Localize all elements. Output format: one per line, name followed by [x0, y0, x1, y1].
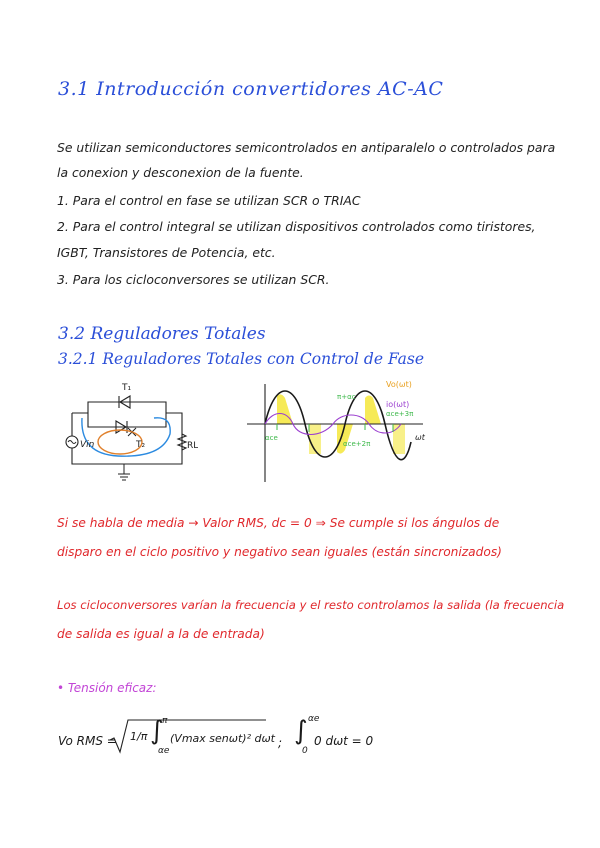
waveform-diagram	[243, 376, 443, 491]
integral-lower: αe	[158, 746, 170, 756]
integral-2-upper: αe	[308, 714, 320, 724]
label-alpha-2pi: αce+2π	[343, 440, 371, 448]
formula-separator: ;	[278, 736, 283, 750]
formula-rms	[58, 712, 378, 762]
circuit-diagram	[58, 378, 198, 483]
list-item-2-cont: IGBT, Transistores de Potencia, etc.	[57, 245, 276, 260]
label-alpha: αce	[265, 434, 278, 442]
label-rl: RL	[187, 441, 198, 451]
note-red-1-cont: disparo en el ciclo positivo y negativo sean iguales (están sincronizados)	[57, 545, 502, 559]
integral-symbol: ∫	[150, 716, 164, 746]
label-t2: T₂	[136, 440, 146, 450]
integrand: (Vmax senωt)² dωt	[170, 732, 275, 745]
formula-coef: 1/π	[130, 730, 148, 743]
subsubsection-title: 3.2.1 Reguladores Totales con Control de Fase	[58, 350, 425, 368]
integral-2-lower: 0	[302, 746, 308, 756]
list-item-3: 3. Para los cicloconversores se utilizan SCR.	[57, 272, 330, 287]
subsection-title: 3.2 Reguladores Totales	[58, 324, 266, 344]
integral-symbol-2: ∫	[294, 716, 308, 746]
list-item-1: 1. Para el control en fase se utilizan SCR o TRIAC	[57, 193, 361, 208]
label-t1: T₁	[122, 383, 132, 393]
note-red-2: Los cicloconversores varían la frecuencia y el resto controlamos la salida (la frecuencia	[57, 598, 565, 612]
axis-label-wt: ωt	[415, 433, 425, 442]
integral-upper: π	[162, 716, 168, 726]
label-pi-alpha: π+αc	[337, 393, 356, 401]
note-red-1: Si se habla de media → Valor RMS, dc = 0 ⇒ Se cumple si los ángulos de	[57, 516, 500, 530]
label-vin: Vin	[80, 440, 95, 450]
bullet-tension-eficaz: • Tensión eficaz:	[57, 681, 157, 695]
paragraph-line: Se utilizan semiconductores semicontrolados en antiparalelo o controlados para	[57, 140, 556, 155]
paragraph-line: la conexion y desconexion de la fuente.	[57, 165, 304, 180]
formula-second: 0 dωt = 0	[314, 734, 374, 748]
legend-angle: αce+3π	[386, 410, 414, 418]
note-red-2-cont: de salida es igual a la de entrada)	[57, 627, 265, 641]
legend-vo: Vo(ωt)	[386, 380, 412, 389]
formula-lhs: Vo RMS =	[58, 734, 117, 748]
list-item-2: 2. Para el control integral se utilizan dispositivos controlados como tiristores,	[57, 219, 536, 234]
legend-io: io(ωt)	[386, 400, 410, 409]
section-title: 3.1 Introducción convertidores AC-AC	[58, 78, 444, 100]
